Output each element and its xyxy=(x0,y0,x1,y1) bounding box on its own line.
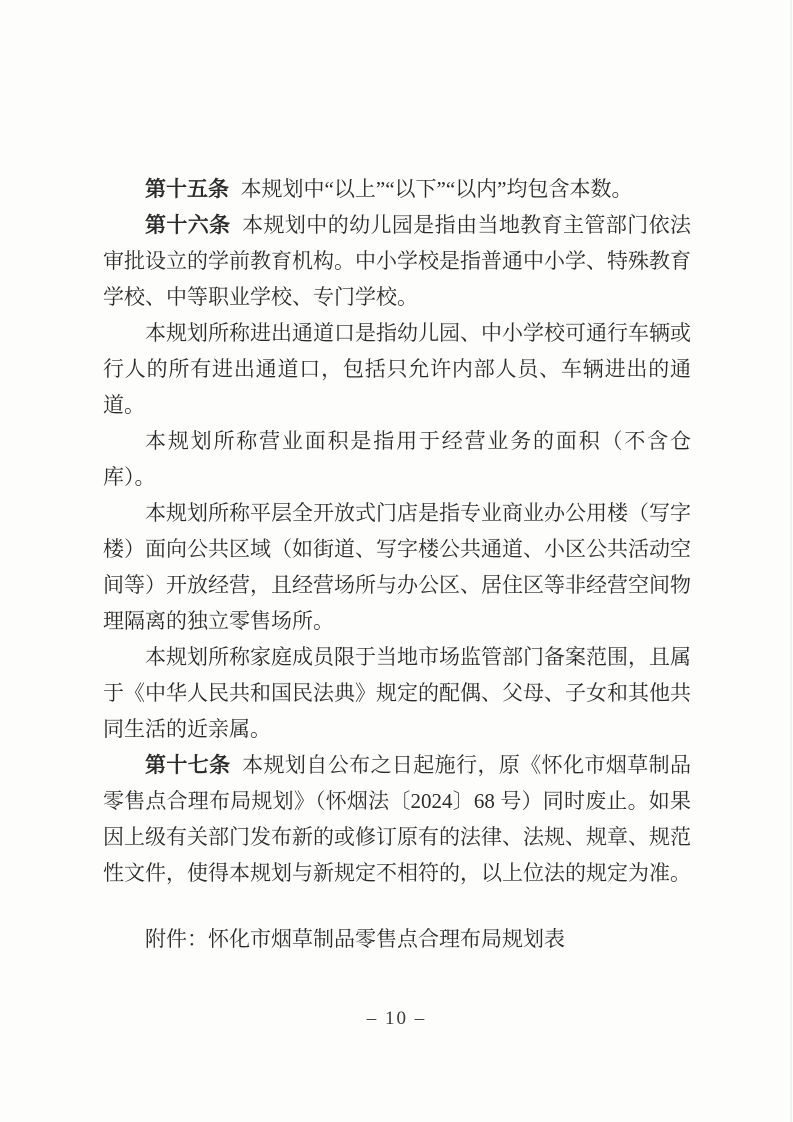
article-17-number: 第十七条 xyxy=(145,753,231,777)
article-16-number: 第十六条 xyxy=(145,213,231,237)
article-15-number: 第十五条 xyxy=(145,177,229,201)
paragraph-text: 本规划所称家庭成员限于当地市场监管部门备案范围，且属于《中华人民共和国民法典》规定的配偶、父母、子女和其他共同生活的近亲属。 xyxy=(103,645,691,741)
page-number: – 10 – xyxy=(366,1008,427,1029)
paragraph-access-passages xyxy=(103,315,691,423)
document-body xyxy=(103,171,691,957)
paragraph-article-17 xyxy=(103,747,691,891)
paragraph-business-area xyxy=(103,423,691,495)
paragraph-text: 本规划所称营业面积是指用于经营业务的面积（不含仓库）。 xyxy=(103,429,691,489)
paragraph-text: 本规划自公布之日起施行，原《怀化市烟草制品零售点合理布局规划》（怀烟法〔2024〕68 号）同时废止。如果因上级有关部门发布新的或修订原有的法律、法规、规章、规范性文件，使得本规划与新规定不相符的，以上位法的规定为准。 xyxy=(103,753,692,885)
paragraph-open-storefront xyxy=(103,495,691,639)
paragraph-text: 本规划中“以上”“以下”“以内”均包含本数。 xyxy=(240,177,633,201)
attachment-text: 附件：怀化市烟草制品零售点合理布局规划表 xyxy=(145,927,565,951)
paragraph-text: 本规划所称进出通道口是指幼儿园、中小学校可通行车辆或行人的所有进出通道口，包括只允许内部人员、车辆进出的通道。 xyxy=(103,321,691,417)
paragraph-text: 本规划中的幼儿园是指由当地教育主管部门依法审批设立的学前教育机构。中小学校是指普通中小学、特殊教育学校、中等职业学校、专门学校。 xyxy=(103,213,692,309)
paragraph-text: 本规划所称平层全开放式门店是指专业商业办公用楼（写字楼）面向公共区域（如街道、写字楼公共通道、小区公共活动空间等）开放经营，且经营场所与办公区、居住区等非经营空间物理隔离的独立零售场所。 xyxy=(103,501,691,633)
paragraph-family-members xyxy=(103,639,691,747)
paragraph-article-15 xyxy=(103,171,691,207)
attachment-line xyxy=(103,921,691,957)
paragraph-article-16 xyxy=(103,207,691,315)
